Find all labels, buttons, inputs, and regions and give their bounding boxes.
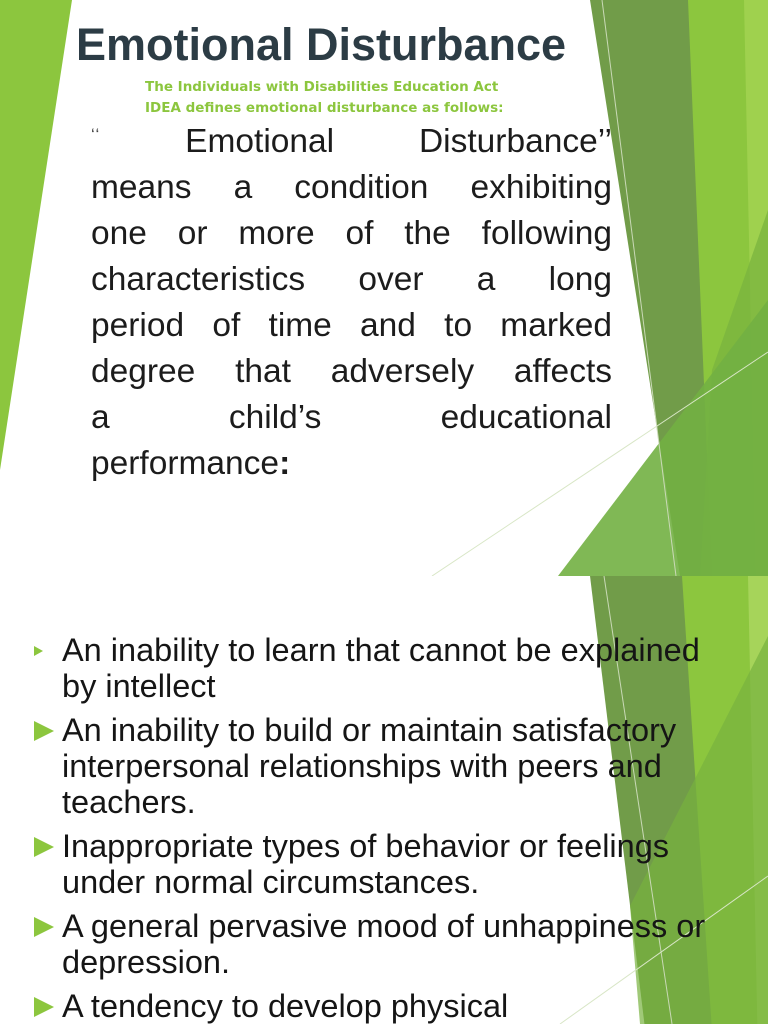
list-item: [34, 988, 734, 1024]
triangle-bullet-icon: [34, 997, 54, 1017]
definition-line: characteristics over a long: [91, 261, 612, 298]
definition-line: [91, 441, 612, 487]
list-item-text: An inability to build or maintain satisfactory interpersonal relationships with peers and teachers.: [62, 712, 677, 820]
left-green-wedge: [0, 0, 72, 470]
list-item-text: An inability to learn that cannot be explained by intellect: [62, 632, 700, 704]
definition-line: means a condition exhibiting: [91, 169, 612, 206]
triangle-bullet-icon: [34, 837, 54, 857]
definition-line-text: performance: [91, 445, 280, 482]
triangle-bullet-icon: [34, 646, 43, 656]
subtitle-line: IDEA defines emotional disturbance as follows:: [145, 100, 504, 116]
definition-line: a child’s educational: [91, 399, 612, 436]
triangle-bullet-icon: [34, 721, 54, 741]
definition-text: [91, 112, 612, 487]
definition-line: [91, 112, 612, 165]
list-item: [34, 908, 734, 980]
definition-line: period of time and to marked: [91, 307, 612, 344]
list-item: [34, 712, 734, 820]
definition-line-text: Emotional Disturbance’’: [185, 123, 612, 160]
subtitle-line: The Individuals with Disabilities Education Act: [145, 79, 499, 95]
list-item: [34, 632, 734, 704]
slide-characteristics: [0, 576, 768, 1024]
list-item-text: A tendency to develop physical: [62, 988, 509, 1024]
triangle-bullet-icon: [34, 917, 54, 937]
slide-title: Emotional Disturbance: [76, 19, 567, 70]
characteristics-list: [34, 632, 734, 1024]
list-item: [34, 828, 734, 900]
definition-line: one or more of the following: [91, 215, 612, 252]
open-quote-mark: ‘‘: [91, 125, 101, 144]
definition-colon: :: [279, 445, 291, 482]
list-item-text: Inappropriate types of behavior or feelings under normal circumstances.: [62, 828, 670, 900]
definition-line: degree that adversely affects: [91, 353, 612, 390]
list-item-text: A general pervasive mood of unhappiness or depression.: [62, 908, 706, 980]
